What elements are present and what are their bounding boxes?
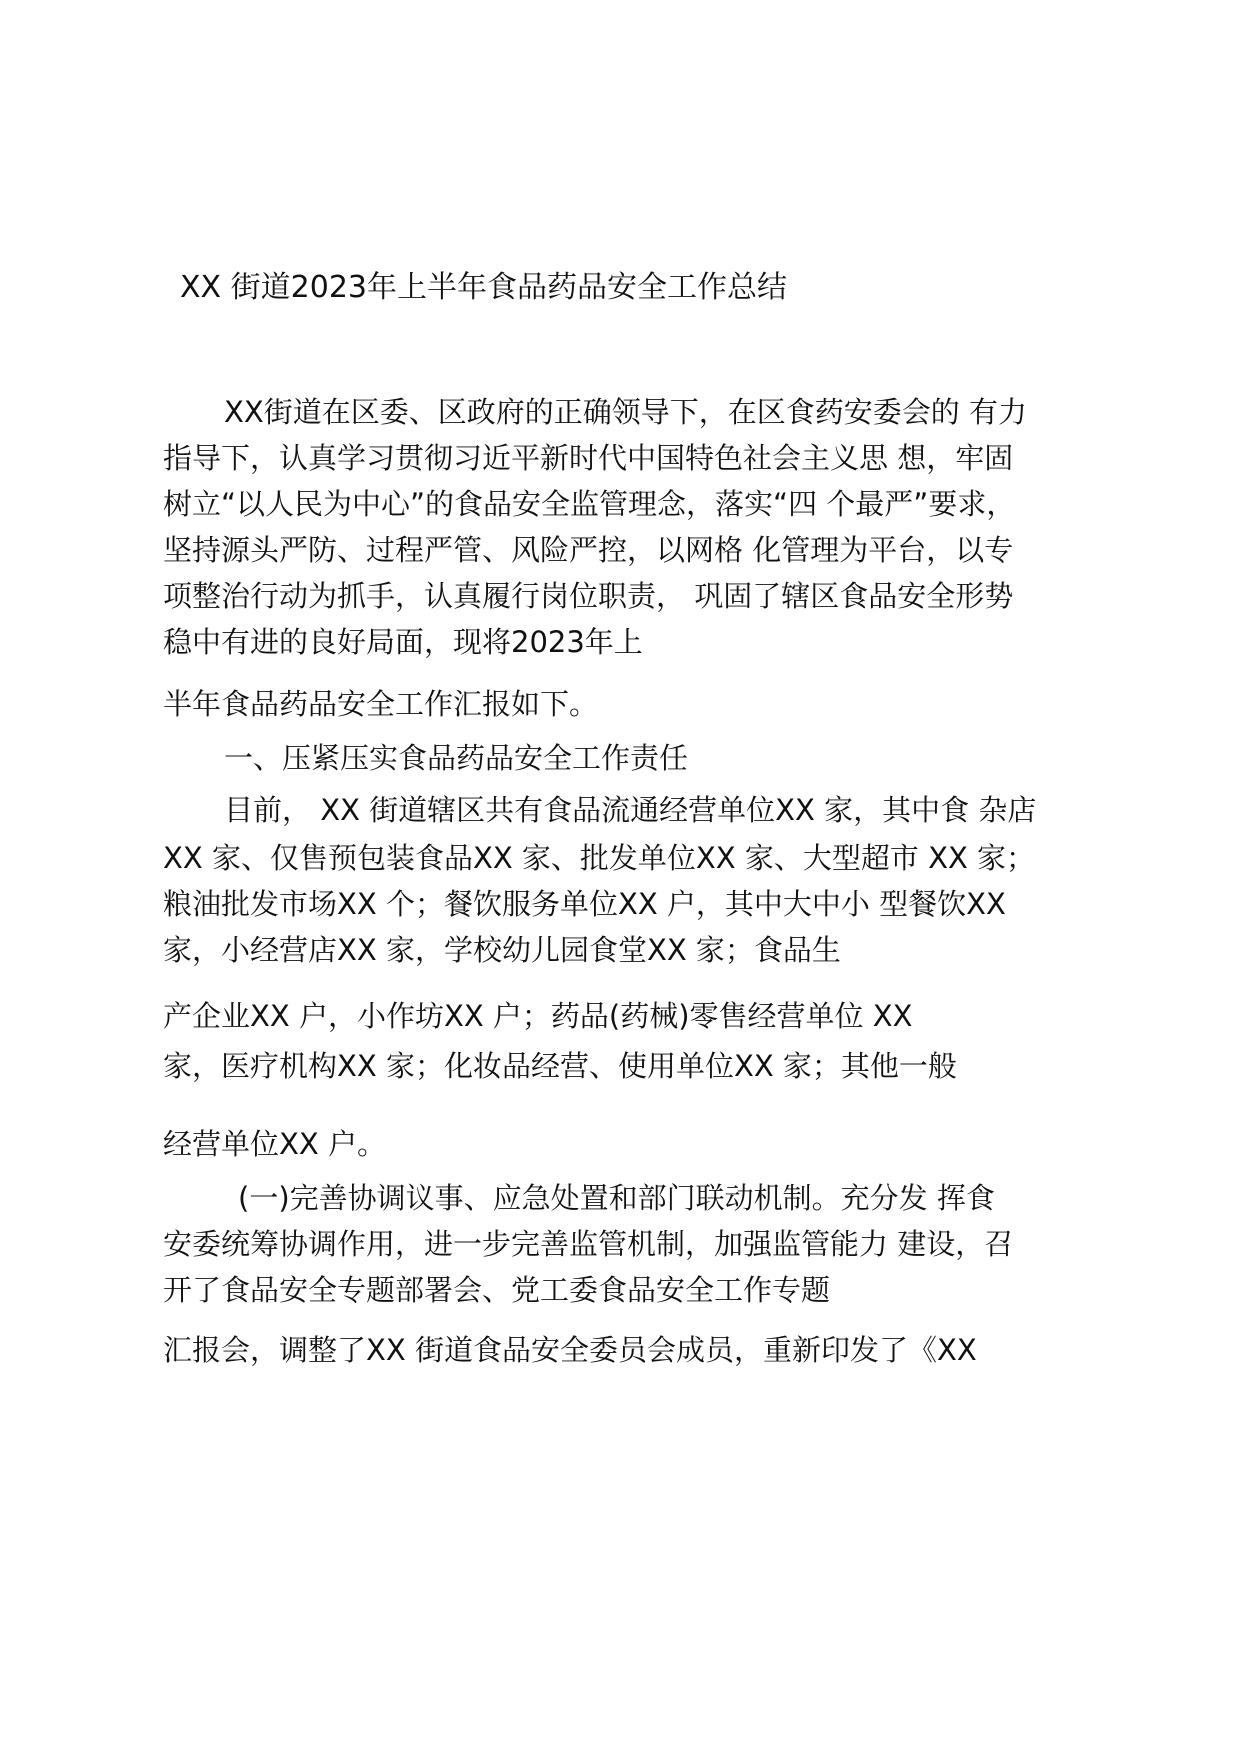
paragraph-line: 稳中有进的良好局面，现将2023年上 <box>163 625 643 659</box>
document-title: XX 街道2023年上半年食品药品安全工作总结 <box>180 270 787 305</box>
paragraph-line: 产企业XX 户，小作坊XX 户；药品(药械)零售经营单位 XX <box>163 999 913 1033</box>
paragraph-line: 家，医疗机构XX 家；化妆品经营、使用单位XX 家；其他一般 <box>163 1049 957 1083</box>
paragraph-line: (一)完善协调议事、应急处置和部门联动机制。充分发 挥食 <box>238 1181 995 1215</box>
paragraph-line: 开了食品安全专题部署会、党工委食品安全工作专题 <box>163 1273 831 1307</box>
paragraph-line: 指导下，认真学习贯彻习近平新时代中国特色社会主义思 想，牢固 <box>163 441 1014 475</box>
paragraph-line: 坚持源头严防、过程严管、风险严控，以网格 化管理为平台，以专 <box>163 533 1014 567</box>
section-heading: 一、压紧压实食品药品安全工作责任 <box>224 741 689 775</box>
paragraph-line: XX 家、仅售预包装食品XX 家、批发单位XX 家、大型超市 XX 家； <box>163 841 1036 875</box>
paragraph-line: 家，小经营店XX 家，学校幼儿园食堂XX 家；食品生 <box>163 933 841 967</box>
paragraph-line: 目前， XX 街道辖区共有食品流通经营单位XX 家，其中食 杂店 <box>224 793 1037 827</box>
paragraph-line: XX街道在区委、区政府的正确领导下，在区食药安委会的 有力 <box>224 395 1027 429</box>
paragraph-line: 项整治行动为抓手，认真履行岗位职责， 巩固了辖区食品安全形势 <box>163 579 1014 613</box>
paragraph-line: 安委统筹协调作用，进一步完善监管机制，加强监管能力 建设，召 <box>163 1227 1014 1261</box>
paragraph-line: 粮油批发市场XX 个；餐饮服务单位XX 户，其中大中小 型餐饮XX <box>163 887 1006 921</box>
paragraph-line: 树立“以人民为中心”的食品安全监管理念，落实“四 个最严”要求， <box>163 487 1016 521</box>
paragraph-line: 经营单位XX 户。 <box>163 1127 386 1161</box>
paragraph-line: 半年食品药品安全工作汇报如下。 <box>163 687 599 721</box>
paragraph-line: 汇报会，调整了XX 街道食品安全委员会成员，重新印发了《XX <box>163 1333 977 1367</box>
